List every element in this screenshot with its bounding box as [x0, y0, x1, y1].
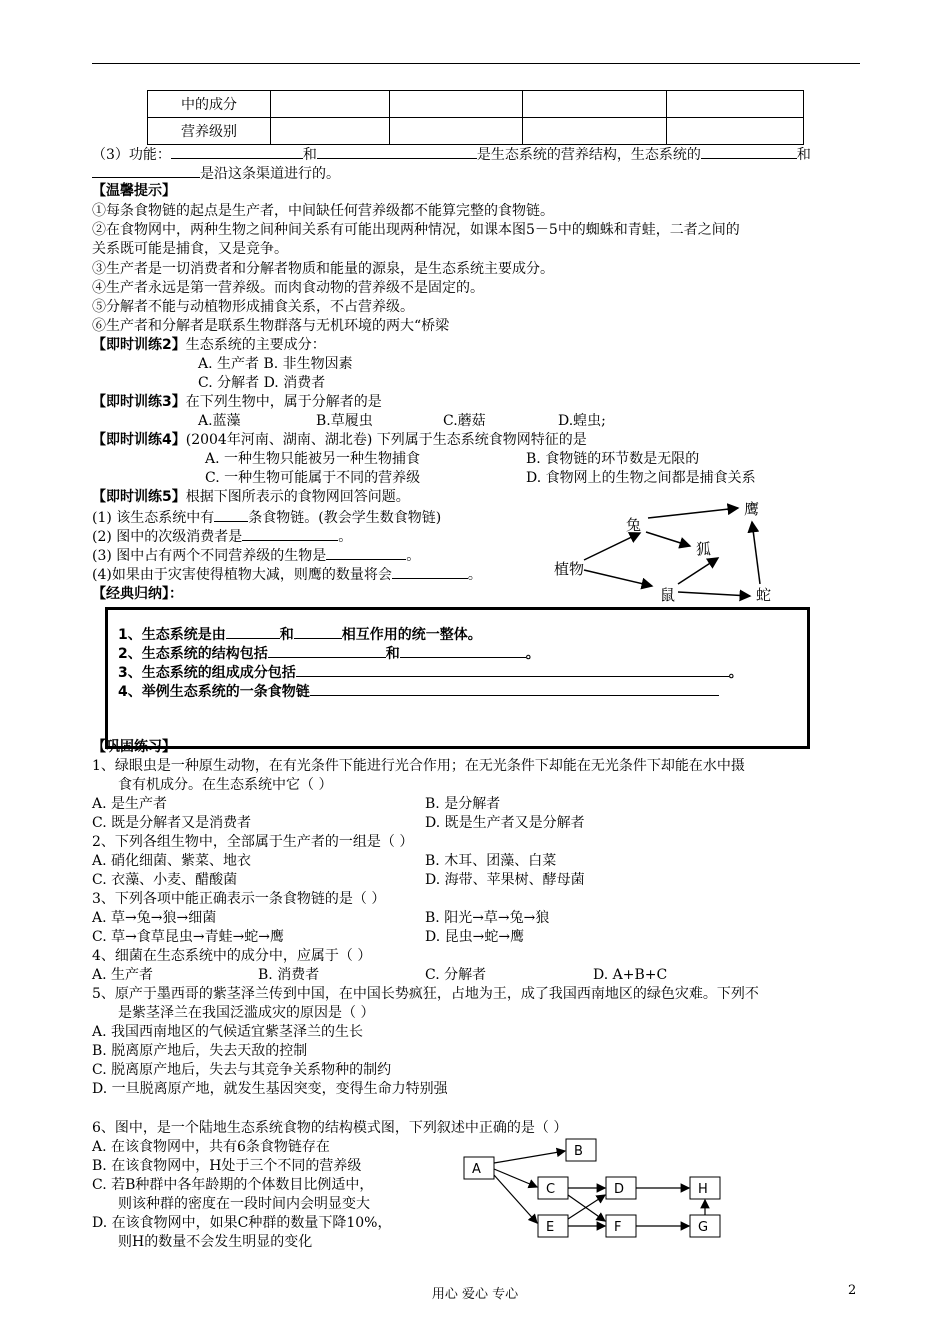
train3-question: 【即时训练3】在下列生物中，属于分解者的是 [92, 394, 382, 410]
practice-q6-b: B. 在该食物网中，H处于三个不同的营养级 [92, 1158, 362, 1174]
train5-q4: (4)如果由于灾害使得植物大减，则鹰的数量将会 。 [92, 564, 482, 584]
practice-title: 【巩固练习】 [92, 739, 176, 755]
node-h-label: H [698, 1182, 708, 1197]
train2-options-2: C. 分解者 D. 消费者 [198, 375, 326, 391]
header-rule [92, 63, 860, 64]
practice-q4-c: C. 分解者 [425, 967, 487, 983]
table-row-label: 中的成分 [148, 91, 271, 118]
practice-q1: 1、绿眼虫是一种原生动物，在有光条件下能进行光合作用；在无光条件下却能在无光条件下却能在水中摄 [92, 758, 745, 774]
tip-item: 关系既可能是捕食，又是竞争。 [92, 241, 288, 257]
train2-options-1: A. 生产者 B. 非生物因素 [198, 356, 353, 372]
table-row-label: 营养级别 [148, 118, 271, 145]
summary-title: 【经典归纳】： [92, 586, 183, 602]
summary-line-2: 2、生态系统的结构包括 和 。 [118, 643, 540, 663]
node-a-label: A [472, 1162, 481, 1177]
train4-question: 【即时训练4】(2004年河南、湖南、湖北卷) 下列属于生态系统食物网特征的是 [92, 432, 587, 448]
edge-plant-rabbit [584, 533, 640, 560]
edge-mouse-snake [678, 592, 750, 596]
practice-q6-d2: 则H的数量不会发生明显的变化 [118, 1234, 313, 1250]
edge-rabbit-fox [646, 532, 690, 546]
practice-q6-d1: D. 在该食物网中，如果C种群的数量下降10%， [92, 1215, 392, 1231]
train5-q3: (3) 图中占有两个不同营养级的生物是 。 [92, 545, 420, 565]
table-row [148, 91, 804, 118]
page-number: 2 [848, 1283, 857, 1298]
practice-q4-d: D. A+B+C [593, 967, 668, 983]
practice-q1-d: D. 既是生产者又是分解者 [425, 815, 585, 831]
mouse-label: 鼠 [660, 586, 676, 604]
practice-q6: 6、图中，是一个陆地生态系统食物的结构模式图，下列叙述中正确的是（ ） [92, 1120, 568, 1136]
practice-q1-c: C. 既是分解者又是消费者 [92, 815, 252, 831]
practice-q2-c: C. 衣藻、小麦、醋酸菌 [92, 872, 238, 888]
node-b-label: B [574, 1144, 583, 1159]
practice-q5-b: B. 脱离原产地后，失去天敌的控制 [92, 1043, 308, 1059]
train3-option-c: C.蘑菇 [443, 413, 486, 429]
food-web-diagram-q6 [460, 1135, 730, 1245]
train5-question: 【即时训练5】根据下图所表示的食物网回答问题。 [92, 489, 410, 505]
practice-q3: 3、下列各项中能正确表示一条食物链的是（ ） [92, 891, 386, 907]
edge-mouse-fox [678, 558, 718, 584]
node-g-label: G [698, 1220, 709, 1235]
practice-q5-c: C. 脱离原产地后，失去与其竞争关系物种的制约 [92, 1062, 392, 1078]
train5-q2: (2) 图中的次级消费者是 。 [92, 526, 352, 546]
tip-item: ⑤分解者不能与动植物形成捕食关系，不占营养级。 [92, 299, 414, 315]
fox-label: 狐 [696, 540, 712, 558]
node-c-label: C [546, 1182, 556, 1197]
snake-label: 蛇 [756, 586, 772, 604]
page-footer: 用心 爱心 专心 [431, 1287, 519, 1302]
practice-q3-b: B. 阳光→草→兔→狼 [425, 910, 550, 926]
practice-q5-cont: 是紫茎泽兰在我国泛滥成灾的原因是（ ） [118, 1005, 375, 1021]
practice-q4: 4、细菌在生态系统中的成分中，应属于（ ） [92, 948, 372, 964]
node-e-label: E [546, 1220, 555, 1235]
practice-q3-c: C. 草→食草昆虫→青蛙→蛇→鹰 [92, 929, 285, 945]
node-d-label: D [614, 1182, 625, 1197]
practice-q1-b: B. 是分解者 [425, 796, 501, 812]
edge-snake-eagle [752, 522, 760, 584]
train2-question: 【即时训练2】生态系统的主要成分： [92, 337, 326, 353]
train4-option-a: A. 一种生物只能被另一种生物捕食 [205, 451, 421, 467]
train5-q1: (1) 该生态系统中有 条食物链。(教会学生数食物链) [92, 507, 441, 527]
train4-option-d: D. 食物网上的生物之间都是捕食关系 [526, 470, 756, 486]
train4-option-c: C. 一种生物可能属于不同的营养级 [205, 470, 421, 486]
node-f-label: F [614, 1220, 622, 1235]
train3-option-b: B.草履虫 [316, 413, 373, 429]
eagle-label: 鹰 [744, 500, 760, 518]
edge-a-e [494, 1175, 537, 1223]
practice-q2-b: B. 木耳、团藻、白菜 [425, 853, 557, 869]
practice-q4-a: A. 生产者 [92, 967, 154, 983]
tip-item: ②在食物网中，两种生物之间种间关系有可能出现两种情况，如课本图5－5中的蜘蛛和青蛙，二者之间的 [92, 222, 740, 238]
practice-q5: 5、原产于墨西哥的紫茎泽兰传到中国，在中国长势疯狂，占地为王，成了我国西南地区的绿色灾难。下列不 [92, 986, 759, 1002]
food-web-diagram [548, 488, 790, 606]
practice-q2-d: D. 海带、苹果树、酵母菌 [425, 872, 585, 888]
summary-line-1: 1、生态系统是由 和 相互作用的统一整体。 [118, 624, 482, 644]
practice-q3-d: D. 昆虫→蛇→鹰 [425, 929, 525, 945]
edge-a-c [494, 1169, 537, 1187]
edge-rabbit-eagle [648, 508, 738, 518]
practice-q3-a: A. 草→兔→狼→细菌 [92, 910, 217, 926]
practice-q1-cont: 食有机成分。在生态系统中它（ ） [118, 777, 333, 793]
practice-q6-a: A. 在该食物网中，共有6条食物链存在 [92, 1139, 330, 1155]
practice-q6-c1: C. 若B种群中各年龄期的个体数目比例适中， [92, 1177, 374, 1193]
components-table [147, 90, 804, 145]
practice-q5-d: D. 一旦脱离原产地，就发生基因突变，变得生命力特别强 [92, 1081, 448, 1097]
train3-option-a: A.蓝藻 [198, 413, 241, 429]
practice-q5-a: A. 我国西南地区的气候适宜紫茎泽兰的生长 [92, 1024, 364, 1040]
edge-a-b [494, 1151, 565, 1163]
function-line-2: 是沿这条渠道进行的。 [92, 163, 340, 183]
practice-q2-a: A. 硝化细菌、紫菜、地衣 [92, 853, 252, 869]
tips-title: 【温馨提示】 [92, 183, 176, 199]
rabbit-label: 兔 [626, 516, 642, 534]
function-line: （3）功能： 和 是生态系统的营养结构，生态系统的 和 [92, 144, 811, 164]
practice-q2: 2、下列各组生物中，全部属于生产者的一组是（ ） [92, 834, 414, 850]
plant-label: 植物 [554, 560, 585, 578]
edge-plant-mouse [584, 570, 652, 586]
tip-item: ①每条食物链的起点是生产者，中间缺任何营养级都不能算完整的食物链。 [92, 203, 554, 219]
table-row [148, 118, 804, 145]
practice-q4-b: B. 消费者 [258, 967, 320, 983]
train3-option-d: D.蝗虫; [558, 413, 606, 429]
train4-option-b: B. 食物链的环节数是无限的 [526, 451, 700, 467]
summary-line-4: 4、举例生态系统的一条食物链 [118, 681, 719, 701]
tip-item: ③生产者是一切消费者和分解者物质和能量的源泉，是生态系统主要成分。 [92, 261, 554, 277]
summary-line-3: 3、生态系统的组成成分包括 。 [118, 662, 743, 682]
tip-item: ⑥生产者和分解者是联系生物群落与无机环境的两大“桥梁 [92, 318, 450, 334]
tip-item: ④生产者永远是第一营养级。而肉食动物的营养级不是固定的。 [92, 280, 484, 296]
practice-q6-c2: 则该种群的密度在一段时间内会明显变大 [118, 1196, 370, 1212]
practice-q1-a: A. 是生产者 [92, 796, 168, 812]
